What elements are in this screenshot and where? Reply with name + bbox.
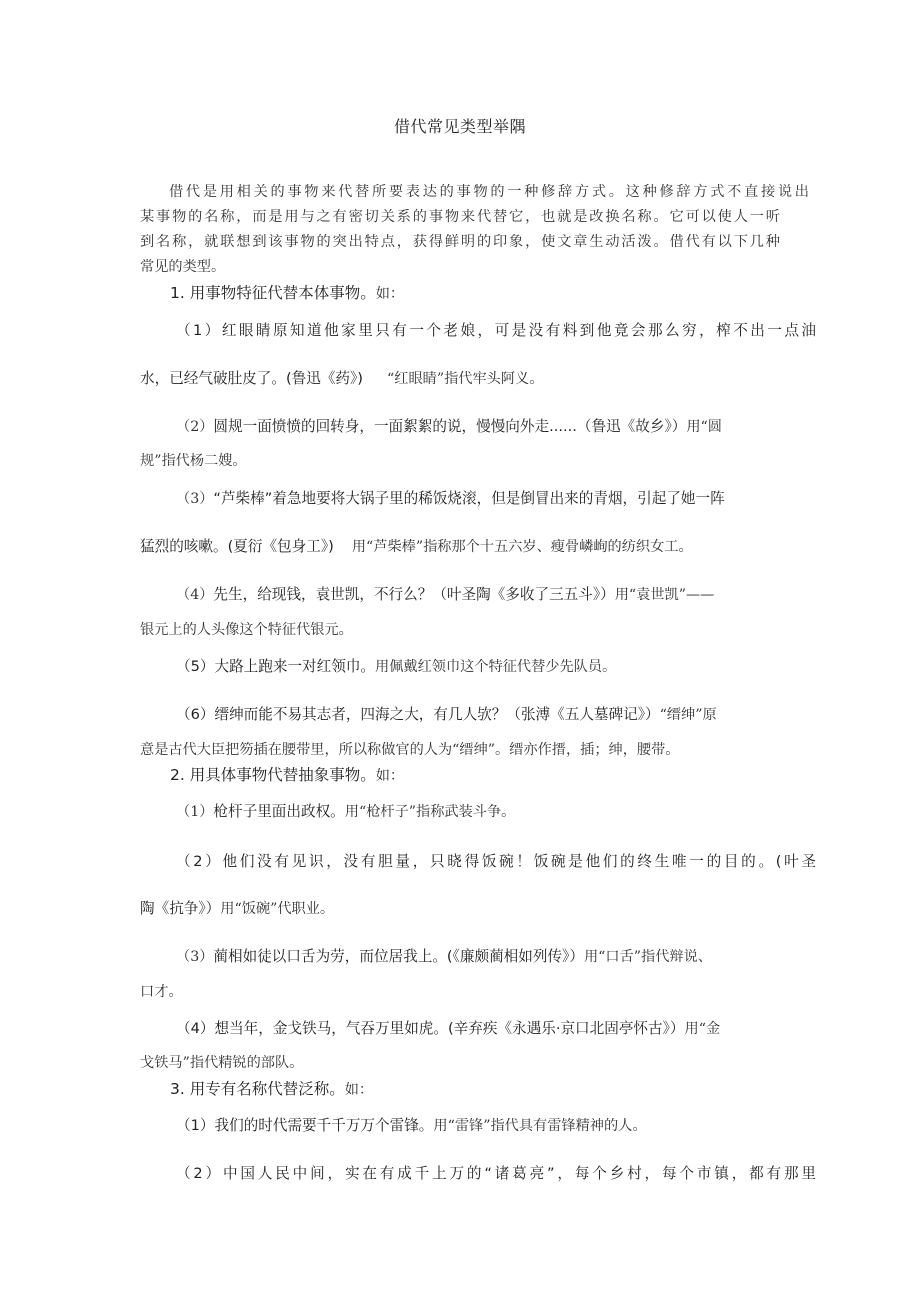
example-explanation: 用佩戴红领巾这个特征代替少先队员。 xyxy=(375,659,617,675)
example-1-6-line-1 xyxy=(140,705,816,725)
intro-line-3: 到名称，就联想到该事物的突出特点，获得鲜明的印象，使文章生动活泼。借代有以下几种 xyxy=(140,234,780,250)
example-text: （5）大路上跑来一对红领巾。 xyxy=(176,658,376,675)
example-1-2-line-1 xyxy=(140,417,816,437)
example-number: （4） xyxy=(176,587,214,603)
example-number: （3） xyxy=(176,491,214,507)
example-1-3-line-2 xyxy=(140,537,780,557)
example-1-6-line-2: 意是古代大臣把笏插在腰带里，所以称做官的人为“缙绅”。缙亦作搢，插；绅，腰带。 xyxy=(140,742,680,758)
example-explanation: 用“饭碗”代职业。 xyxy=(220,901,335,917)
example-2-2-line-1: （2）他们没有见识，没有胆量，只晓得饭碗！饭碗是他们的终生唯一的目的。(叶圣 xyxy=(176,853,816,870)
example-2-4-line-1 xyxy=(140,1019,816,1039)
section-3-heading xyxy=(140,1079,810,1100)
example-1-4-line-1 xyxy=(140,585,816,605)
example-3-2-line-1: （2）中国人民中间，实在有成千上万的“诸葛亮”，每个乡村，每个市镇，都有那里 xyxy=(176,1165,816,1182)
example-text: 蔺相如徒以口舌为劳，而位居我上。(《廉颇蔺相如列传》） xyxy=(213,948,584,965)
example-1-3-line-1 xyxy=(140,489,816,509)
section-heading-suffix: 如： xyxy=(344,1082,374,1098)
example-text: “芦柴棒”着急地要将大锅子里的稀饭烧滚，但是倒冒出来的青烟，引起了她一阵 xyxy=(213,490,725,507)
intro-line-2: 某事物的名称，而是用与之有密切关系的事物来代替它，也就是改换名称。它可以使人一听 xyxy=(140,209,780,225)
example-text: 枪杆子里面出政权。 xyxy=(213,803,345,820)
example-explanation: “红眼睛”指代牢头阿义。 xyxy=(387,371,544,387)
example-explanation: 用“金 xyxy=(684,1021,721,1037)
section-1-heading xyxy=(140,283,810,304)
example-explanation: 用“圆 xyxy=(686,419,722,435)
example-1-2-line-2: 规”指代杨二嫂。 xyxy=(140,453,247,469)
example-explanation: 用“枪杆子”指称武装斗争。 xyxy=(344,804,516,820)
example-explanation: “缙绅”原 xyxy=(659,707,717,723)
example-2-3-line-1 xyxy=(140,947,816,967)
intro-line-4: 常见的类型。 xyxy=(140,259,226,275)
example-2-2-line-2 xyxy=(140,899,780,919)
example-text: （4）想当年，金戈铁马，气吞万里如虎。(辛弃疾《永遇乐·京口北固亭怀古》） xyxy=(176,1020,685,1037)
example-text: 水，已经气破肚皮了。(鲁迅《药》) xyxy=(140,370,363,387)
example-text: （6）缙绅而能不易其志者，四海之大，有几人欤？（张溥《五人墓碑记》） xyxy=(176,706,660,723)
example-2-1-line-1 xyxy=(140,802,816,822)
example-2-3-line-2: 口才。 xyxy=(140,984,183,1000)
section-heading-text: 2. 用具体事物代替抽象事物。 xyxy=(170,766,376,784)
example-2-4-line-2: 戈铁马”指代精锐的部队。 xyxy=(140,1055,304,1071)
section-heading-text: 3. 用专有名称代替泛称。 xyxy=(170,1080,345,1098)
example-number: （1） xyxy=(176,804,214,820)
example-explanation: 用“袁世凯”—— xyxy=(614,587,715,603)
example-text: 猛烈的咳嗽。(夏衍《包身工》) xyxy=(140,538,334,555)
example-explanation: 用“雷锋”指代具有雷锋精神的人。 xyxy=(433,1118,647,1134)
example-text: 先生，给现钱，袁世凯，不行么？（叶圣陶《多收了三五斗》） xyxy=(213,586,615,603)
section-heading-suffix: 如： xyxy=(375,768,405,784)
example-explanation: 用“芦柴棒”指称那个十五六岁、瘦骨嶙峋的纺织女工。 xyxy=(351,539,693,555)
example-text: （1）我们的时代需要千千万万个雷锋。 xyxy=(176,1117,434,1134)
example-1-4-line-2: 银元上的人头像这个特征代银元。 xyxy=(140,622,353,638)
intro-line-1: 借代是用相关的事物来代替所要表达的事物的一种修辞方式。这种修辞方式不直接说出 xyxy=(169,184,809,200)
document-title: 借代常见类型举隅 xyxy=(393,117,526,136)
example-explanation: 用“口舌”指代辩说、 xyxy=(583,949,712,965)
example-1-1-line-2 xyxy=(140,369,780,389)
example-text: 圆规一面愤愤的回转身，一面絮絮的说，慢慢向外走......（鲁迅《故乡》） xyxy=(213,418,687,435)
section-2-heading xyxy=(140,765,810,786)
example-number: （3） xyxy=(176,949,214,965)
example-1-5-line-1 xyxy=(140,657,816,677)
section-heading-suffix: 如： xyxy=(375,286,405,302)
example-number: （2） xyxy=(176,419,214,435)
example-1-1-line-1: （1）红眼睛原知道他家里只有一个老娘，可是没有料到他竟会那么穷，榨不出一点油 xyxy=(176,322,816,339)
section-heading-text: 1. 用事物特征代替本体事物。 xyxy=(170,284,376,302)
example-3-1-line-1 xyxy=(140,1116,816,1136)
example-text: 陶《抗争》） xyxy=(140,900,221,917)
